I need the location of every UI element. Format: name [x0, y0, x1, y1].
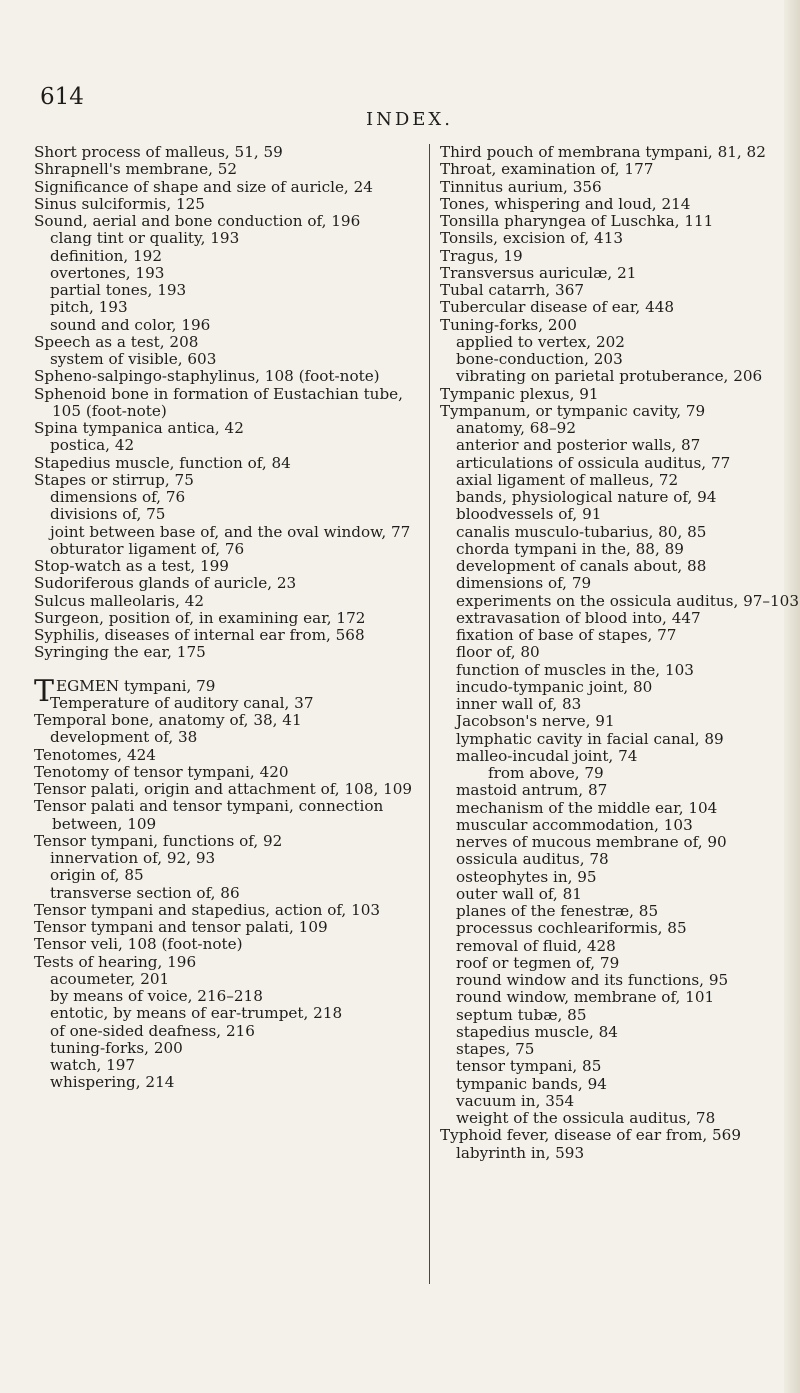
index-entry: Tensor tympani, functions of, 92 [34, 831, 283, 850]
index-entry: Tinnitus aurium, 356 [440, 177, 602, 196]
index-subentry: Jacobson's nerve, 91 [456, 712, 615, 731]
index-entry: Syringing the ear, 175 [34, 643, 206, 662]
index-subentry: pitch, 193 [50, 298, 128, 317]
index-subentry: dimensions of, 76 [50, 488, 186, 506]
index-subentry: round window and its functions, 95 [456, 971, 729, 989]
index-entry: Transversus auriculæ, 21 [440, 263, 637, 282]
index-entry: Stapedius muscle, function of, 84 [34, 453, 291, 472]
index-entry: Third pouch of membrana tympani, 81, 82 [440, 143, 766, 161]
index-subentry: extravasation of blood into, 447 [456, 608, 701, 627]
index-subentry: articulations of ossicula auditus, 77 [456, 453, 731, 472]
index-subentry: anterior and posterior walls, 87 [456, 436, 701, 455]
index-entry: Stop-watch as a test, 199 [34, 557, 229, 575]
index-subentry: processus cochleariformis, 85 [456, 919, 687, 938]
index-column-right [440, 144, 800, 1162]
index-subentry: definition, 192 [50, 246, 163, 265]
index-subentry: stapes, 75 [456, 1040, 535, 1058]
index-subentry: bone-conduction, 203 [456, 350, 623, 368]
index-subentry: muscular accommodation, 103 [456, 815, 693, 834]
index-entry: Syphilis, diseases of internal ear from, 568 [34, 626, 365, 644]
index-subentry: Temperature of auditory canal, 37 [50, 693, 314, 712]
index-subentry: obturator ligament of, 76 [50, 539, 245, 558]
index-subentry: ossicula auditus, 78 [456, 850, 609, 869]
index-subentry: system of visible, 603 [50, 350, 217, 368]
drop-cap-letter: T [34, 673, 55, 709]
index-subentry: tuning-forks, 200 [50, 1038, 183, 1057]
index-subentry: planes of the fenestræ, 85 [456, 902, 659, 920]
index-subentry: osteophytes in, 95 [456, 867, 597, 886]
running-head: INDEX. [366, 109, 453, 130]
index-subentry: by means of voice, 216–218 [50, 987, 263, 1005]
index-subentry: labyrinth in, 593 [456, 1143, 585, 1162]
index-entry: Tones, whispering and loud, 214 [440, 194, 691, 213]
index-subentry: applied to vertex, 202 [456, 332, 625, 351]
index-subentry: joint between base of, and the oval window, 77 [50, 522, 411, 541]
index-entry: Throat, examination of, 177 [440, 160, 654, 179]
index-subentry: overtones, 193 [50, 263, 165, 282]
index-subentry: entotic, by means of ear-trumpet, 218 [50, 1004, 343, 1023]
index-subentry: tensor tympani, 85 [456, 1057, 602, 1076]
index-entry: Sudoriferous glands of auricle, 23 [34, 574, 297, 593]
index-subentry: weight of the ossicula auditus, 78 [456, 1109, 716, 1127]
index-entry: Spina tympanica antica, 42 [34, 419, 244, 437]
index-subentry: from above, 79 [488, 764, 604, 782]
index-subentry: septum tubæ, 85 [456, 1005, 587, 1024]
index-subentry: bloodvessels of, 91 [456, 505, 602, 524]
index-entry: Sound, aerial and bone conduction of, 196 [34, 212, 361, 230]
index-subentry: roof or tegmen of, 79 [456, 953, 620, 972]
index-entry-text: EGMEN tympani, 79 [56, 676, 216, 695]
index-subentry: whispering, 214 [50, 1073, 175, 1092]
index-subentry: malleo-incudal joint, 74 [456, 746, 638, 765]
index-subentry: removal of fluid, 428 [456, 936, 616, 955]
column-divider [429, 144, 430, 1284]
index-entry: Tests of hearing, 196 [34, 952, 197, 971]
index-subentry: experiments on the ossicula auditus, 97–103 [456, 591, 800, 610]
index-entry: Tensor palati, origin and attachment of, 108, 109 [34, 780, 413, 798]
index-entry: Tubercular disease of ear, 448 [440, 298, 675, 317]
index-subentry: lymphatic cavity in facial canal, 89 [456, 729, 724, 748]
index-subentry: innervation of, 92, 93 [50, 849, 216, 867]
index-entry: Sphenoid bone in formation of Eustachian tube, 105 (foot-note) [34, 384, 403, 420]
index-entry: Tensor tympani and tensor palati, 109 [34, 918, 328, 936]
index-entry: Surgeon, position of, in examining ear, 172 [34, 608, 366, 627]
index-entry: Significance of shape and size of auricle, 24 [34, 177, 373, 196]
index-entry: Typhoid fever, disease of ear from, 569 [440, 1126, 742, 1145]
index-subentry: bands, physiological nature of, 94 [456, 488, 717, 506]
index-entry: Tonsilla pharyngea of Luschka, 111 [440, 212, 714, 230]
index-subentry: divisions of, 75 [50, 505, 166, 524]
index-subentry: watch, 197 [50, 1056, 136, 1074]
index-subentry: clang tint or quality, 193 [50, 229, 240, 248]
index-subentry: fixation of base of stapes, 77 [456, 626, 677, 644]
index-entry: Tympanic plexus, 91 [440, 384, 599, 403]
index-subentry: dimensions of, 79 [456, 574, 592, 593]
index-subentry: axial ligament of malleus, 72 [456, 470, 679, 489]
index-subentry: tympanic bands, 94 [456, 1074, 607, 1093]
index-entry: Shrapnell's membrane, 52 [34, 160, 238, 179]
index-entry: Speech as a test, 208 [34, 332, 199, 351]
index-subentry: vibrating on parietal protuberance, 206 [456, 367, 763, 386]
index-subentry: of one-sided deafness, 216 [50, 1021, 255, 1040]
index-entry: Tuning-forks, 200 [440, 315, 577, 334]
index-entry: Short process of malleus, 51, 59 [34, 143, 283, 161]
section-gap [34, 662, 414, 678]
index-subentry: origin of, 85 [50, 866, 144, 885]
index-entry: Tensor veli, 108 (foot-note) [34, 935, 243, 954]
index-entry: Temporal bone, anatomy of, 38, 41 [34, 711, 302, 729]
index-subentry: partial tones, 193 [50, 281, 187, 299]
index-subentry: development of, 38 [50, 728, 198, 747]
index-entry: Tenotomes, 424 [34, 745, 156, 764]
index-subentry: nerves of mucous membrane of, 90 [456, 833, 727, 851]
index-subentry: mastoid antrum, 87 [456, 781, 608, 800]
index-subentry: anatomy, 68–92 [456, 419, 577, 437]
index-subentry: inner wall of, 83 [456, 695, 582, 713]
index-entry: Sulcus malleolaris, 42 [34, 591, 205, 610]
index-entry: Tonsils, excision of, 413 [440, 229, 624, 248]
index-subentry: incudo-tympanic joint, 80 [456, 677, 653, 696]
index-subentry: sound and color, 196 [50, 315, 211, 334]
index-column-left [34, 144, 414, 1092]
index-subentry: outer wall of, 81 [456, 884, 582, 903]
index-entry: Spheno-salpingo-staphylinus, 108 (foot-note) [34, 367, 380, 386]
index-subentry: transverse section of, 86 [50, 883, 240, 902]
index-subentry: function of muscles in the, 103 [456, 660, 694, 679]
index-entry: Tubal catarrh, 367 [440, 281, 585, 299]
index-subentry: vacuum in, 354 [456, 1091, 575, 1110]
index-entry: Tensor palati and tensor tympani, connection between, 109 [34, 797, 384, 833]
index-subentry: floor of, 80 [456, 643, 540, 662]
index-subentry: chorda tympani in the, 88, 89 [456, 539, 684, 558]
index-entry: Tensor tympani and stapedius, action of, 103 [34, 900, 381, 919]
index-entry: Stapes or stirrup, 75 [34, 470, 194, 489]
index-subentry: acoumeter, 201 [50, 969, 170, 988]
index-subentry: mechanism of the middle ear, 104 [456, 798, 718, 817]
index-subentry: postica, 42 [50, 436, 135, 455]
index-subentry: development of canals about, 88 [456, 557, 707, 575]
index-entry: Sinus sulciformis, 125 [34, 194, 205, 213]
index-subentry: stapedius muscle, 84 [456, 1022, 618, 1041]
index-entry: Tragus, 19 [440, 246, 523, 265]
index-subentry: round window, membrane of, 101 [456, 988, 715, 1007]
page-number: 614 [40, 84, 84, 110]
index-entry: Tenotomy of tensor tympani, 420 [34, 762, 289, 781]
index-entry: Tympanum, or tympanic cavity, 79 [440, 401, 706, 420]
index-subentry: canalis musculo-tubarius, 80, 85 [456, 522, 707, 541]
